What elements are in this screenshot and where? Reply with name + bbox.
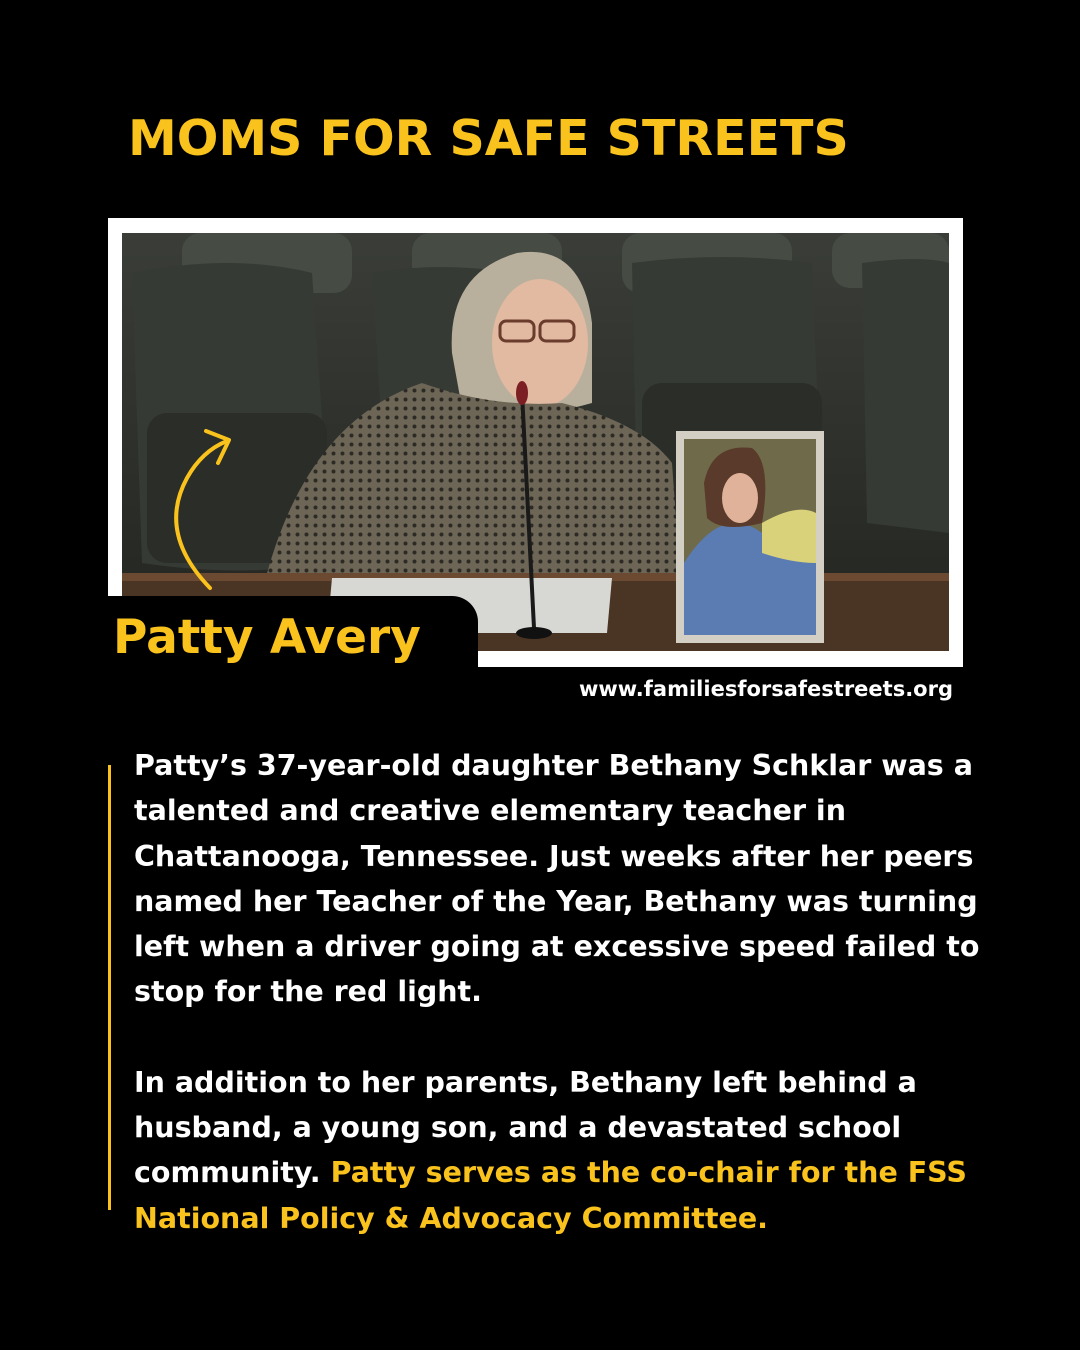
story-paragraph-2 <box>134 1060 994 1241</box>
name-tab <box>96 596 478 686</box>
website-link[interactable]: www.familiesforsafestreets.org <box>578 677 953 701</box>
subject-name: Patty Avery <box>113 610 421 665</box>
accent-rule <box>108 765 111 1210</box>
hearing-photo <box>122 233 949 651</box>
story-paragraph-1: Patty’s 37-year-old daughter Bethany Schklar was a talented and creative elementary teacher in Chattanooga, Tennessee. Just weeks after her peers named her Teacher of the Year, Bethany was turning left when a driver going at excessive speed failed to stop for the red light. <box>134 749 980 1009</box>
story-highlight: Patty serves as the co-chair for the FSS National Policy & Advocacy Committee. <box>134 1156 967 1235</box>
page-title: MOMS FOR SAFE STREETS <box>128 110 849 167</box>
story-paragraph-2-plain: In addition to her parents, Bethany left behind a husband, a young son, and a devastated school community. <box>134 1065 917 1190</box>
story-text <box>134 743 994 1241</box>
